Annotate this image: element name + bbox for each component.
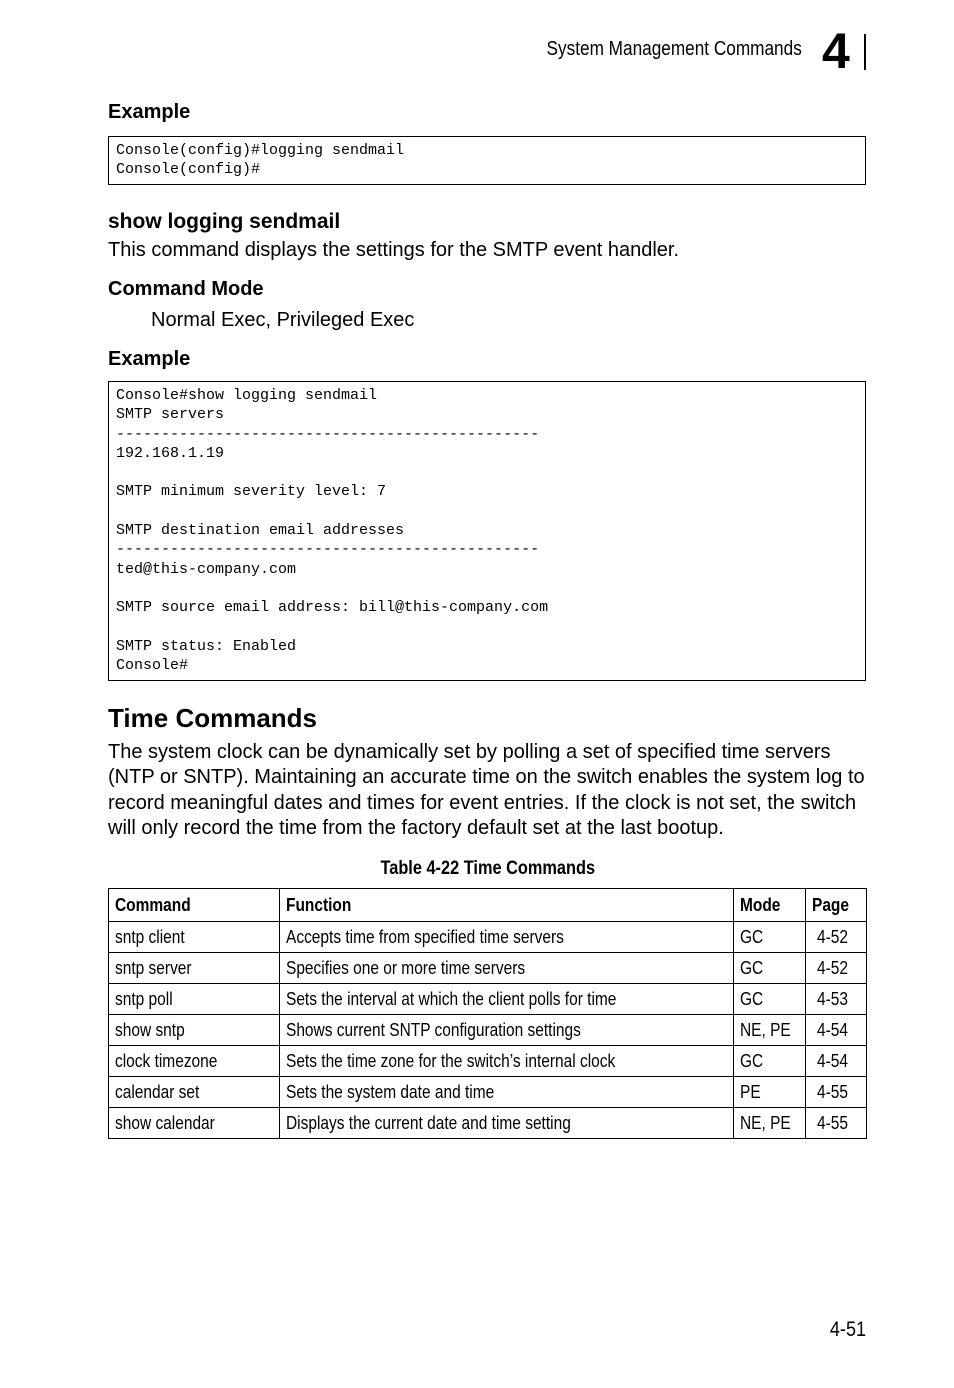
cell-command: sntp client	[109, 922, 280, 953]
table-row	[109, 984, 867, 1015]
cell-function: Shows current SNTP configuration settings	[280, 1015, 734, 1046]
cell-mode: GC	[734, 1046, 806, 1077]
example-heading-2: Example	[108, 348, 191, 370]
command-mode-heading: Command Mode	[108, 278, 264, 300]
chapter-number: 4	[822, 23, 850, 79]
chapter-divider	[864, 34, 866, 70]
cell-mode: PE	[734, 1077, 806, 1108]
cell-page: 4-52	[806, 953, 867, 984]
cell-function: Sets the system date and time	[280, 1077, 734, 1108]
header-command: Command	[109, 889, 280, 922]
cell-mode: GC	[734, 922, 806, 953]
running-header-title: System Management Commands	[546, 38, 802, 60]
time-commands-table	[108, 888, 867, 1139]
cell-page: 4-53	[806, 984, 867, 1015]
table-header-row	[109, 889, 867, 922]
code-example-show-logging-sendmail: Console#show logging sendmail SMTP servers ----------------------------------------------- 192.168.1.19 SMTP minimum severity level: 7 SMTP destination email addresses ----------------------------------------------- ted@this-company.com SMTP source email address: bill@this-company.com SMTP status: Enabled Console#	[108, 381, 866, 681]
cell-mode: NE, PE	[734, 1015, 806, 1046]
cell-command: sntp server	[109, 953, 280, 984]
table-row	[109, 1046, 867, 1077]
cell-command: show calendar	[109, 1108, 280, 1139]
cell-mode: GC	[734, 984, 806, 1015]
cell-page: 4-55	[806, 1108, 867, 1139]
cell-function: Accepts time from specified time servers	[280, 922, 734, 953]
cell-page: 4-55	[806, 1077, 867, 1108]
cell-function: Sets the time zone for the switch’s internal clock	[280, 1046, 734, 1077]
cell-mode: NE, PE	[734, 1108, 806, 1139]
command-description: This command displays the settings for the SMTP event handler.	[108, 239, 680, 261]
section-paragraph: The system clock can be dynamically set by polling a set of specified time servers (NTP or SNTP). Maintaining an accurate time on the switch enables the system log to record meaningful dates and times for event entries. If the clock is not set, the switch will only record the time from the factory default set at the last bootup.	[108, 741, 865, 839]
cell-command: calendar set	[109, 1077, 280, 1108]
command-heading: show logging sendmail	[108, 210, 341, 233]
example-heading: Example	[108, 101, 191, 123]
code-example-logging-sendmail: Console(config)#logging sendmail Console(config)#	[108, 136, 866, 185]
table-row	[109, 953, 867, 984]
table-row	[109, 1108, 867, 1139]
cell-page: 4-52	[806, 922, 867, 953]
header-mode: Mode	[734, 889, 806, 922]
cell-function: Specifies one or more time servers	[280, 953, 734, 984]
page-number: 4-51	[829, 1318, 866, 1341]
cell-mode: GC	[734, 953, 806, 984]
header-page: Page	[806, 889, 867, 922]
command-mode-value: Normal Exec, Privileged Exec	[151, 309, 415, 331]
cell-command: show sntp	[109, 1015, 280, 1046]
cell-command: clock timezone	[109, 1046, 280, 1077]
cell-page: 4-54	[806, 1046, 867, 1077]
table-caption: Table 4-22 Time Commands	[380, 858, 596, 879]
section-title: Time Commands	[108, 703, 318, 733]
table-row	[109, 1015, 867, 1046]
header-function: Function	[280, 889, 734, 922]
cell-function: Displays the current date and time setting	[280, 1108, 734, 1139]
cell-page: 4-54	[806, 1015, 867, 1046]
cell-function: Sets the interval at which the client polls for time	[280, 984, 734, 1015]
cell-command: sntp poll	[109, 984, 280, 1015]
table-row	[109, 922, 867, 953]
table-row	[109, 1077, 867, 1108]
